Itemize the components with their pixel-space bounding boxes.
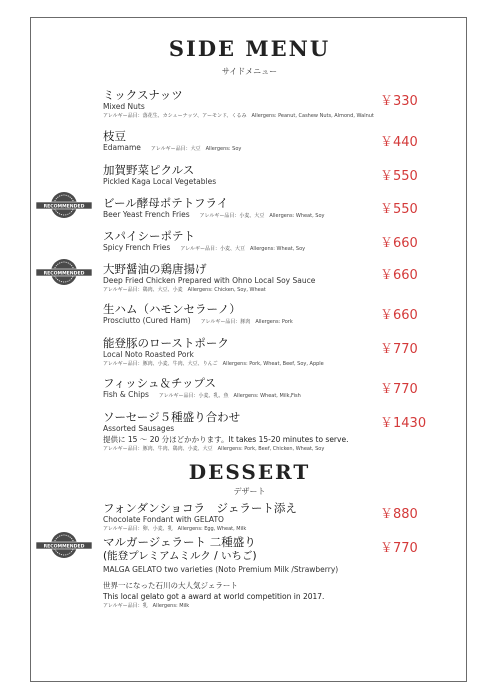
item-name-jp: 枝豆 bbox=[103, 129, 126, 143]
item-name-jp: フィッシュ＆チップス bbox=[103, 376, 217, 390]
item-name-jp: 能登豚のローストポーク bbox=[103, 336, 229, 350]
menu-item-fondant-chocolat bbox=[103, 501, 383, 533]
item-allergens: アレルギー品目：落花生、カシューナッツ、アーモンド、くるみ Allergens: Peanut, Cashew Nuts, Almond, Walnut bbox=[103, 113, 374, 119]
badge-label: RECOMMENDED bbox=[43, 271, 85, 277]
item-name-jp: 生ハム（ハモンセラーノ） bbox=[103, 302, 241, 316]
item-allergens: アレルギー品目：豚肉、小麦、牛肉、大豆、りんご Allergens: Pork, Wheat, Beef, Soy, Apple bbox=[103, 361, 324, 367]
item-name-jp: 大野醤油の鶏唐揚げ bbox=[103, 262, 207, 276]
item-name-jp: フォンダンショコラ ジェラート添え bbox=[103, 501, 297, 515]
item-allergens: アレルギー品目：小麦、大豆 Allergens: Wheat, Soy bbox=[199, 213, 325, 219]
item-price: ￥660 bbox=[380, 236, 418, 251]
item-price: ￥330 bbox=[380, 94, 418, 109]
item-name-en: Spicy French Fries bbox=[103, 243, 171, 252]
menu-item-sausages bbox=[103, 410, 383, 453]
item-price: ￥770 bbox=[380, 382, 418, 397]
item-allergens: アレルギー品目：豚肉、牛肉、鶏肉、小麦、大豆 Allergens: Pork, Beef, Chicken, Wheat, Soy bbox=[103, 446, 325, 452]
item-price: ￥880 bbox=[380, 507, 418, 522]
item-name-en: MALGA GELATO two varieties (Noto Premium Milk /Strawberry) bbox=[103, 565, 339, 574]
item-price: ￥770 bbox=[380, 541, 418, 556]
item-allergens: アレルギー品目：乳 Allergens: Milk bbox=[103, 603, 190, 609]
menu-item-spicy-fries bbox=[103, 229, 383, 254]
menu-item-edamame bbox=[103, 129, 383, 154]
badge-label: RECOMMENDED bbox=[43, 544, 85, 550]
item-name-en: Fish & Chips bbox=[103, 390, 149, 399]
item-allergens: アレルギー品目：小麦、乳、魚 Allergens: Wheat, Milk,Fish bbox=[158, 393, 301, 399]
item-name-jp: スパイシーポテト bbox=[103, 229, 195, 243]
item-allergens: アレルギー品目：小麦、大豆 Allergens: Wheat, Soy bbox=[180, 246, 306, 252]
side-menu-title: SIDE MENU bbox=[168, 36, 331, 61]
dessert-subtitle: デザート bbox=[233, 487, 266, 496]
item-name-jp: ミックスナッツ bbox=[103, 88, 183, 102]
side-menu-subtitle: サイドメニュー bbox=[221, 67, 278, 76]
item-allergens: アレルギー品目：卵、小麦、乳 Allergens: Egg, Wheat, Milk bbox=[103, 526, 247, 532]
item-name-en: Local Noto Roasted Pork bbox=[103, 350, 194, 359]
item-note-jp: 世界一になった石川の大人気ジェラート bbox=[103, 581, 238, 590]
item-name-jp: ビール酵母ポテトフライ bbox=[103, 196, 229, 210]
item-price: ￥770 bbox=[380, 342, 418, 357]
item-name-en: Edamame bbox=[103, 143, 141, 152]
menu-item-prosciutto bbox=[103, 302, 383, 327]
item-name-jp: ソーセージ５種盛り合わせ bbox=[103, 410, 241, 424]
item-price: ￥660 bbox=[380, 308, 418, 323]
item-name-en: Assorted Sausages bbox=[103, 424, 175, 433]
item-allergens: アレルギー品目：鶏肉、大豆、小麦 Allergens: Chicken, Soy, Wheat bbox=[103, 287, 266, 293]
menu-item-fish-chips bbox=[103, 376, 383, 401]
item-name-en: Deep Fried Chicken Prepared with Ohno Local Soy Sauce bbox=[103, 276, 316, 285]
item-price: ￥1430 bbox=[380, 416, 427, 431]
menu-item-roast-pork bbox=[103, 336, 383, 368]
recommended-badge bbox=[35, 191, 93, 219]
menu-item-karaage bbox=[103, 262, 383, 294]
dessert-title: DESSERT bbox=[188, 460, 311, 484]
item-name-en: Beer Yeast French Fries bbox=[103, 210, 190, 219]
item-name-jp: 加賀野菜ピクルス bbox=[103, 163, 195, 177]
menu-item-mixed-nuts bbox=[103, 88, 383, 120]
item-price: ￥550 bbox=[380, 169, 418, 184]
item-name-jp-flavors: (能登プレミアムミルク / いちご) bbox=[103, 550, 257, 562]
recommended-badge bbox=[35, 258, 93, 286]
item-name-en: Prosciutto (Cured Ham) bbox=[103, 316, 191, 325]
menu-item-malga-gelato bbox=[103, 535, 383, 610]
item-name-en: Chocolate Fondant with GELATO bbox=[103, 515, 224, 524]
item-price: ￥440 bbox=[380, 135, 418, 150]
recommended-badge bbox=[35, 531, 93, 559]
item-allergens: アレルギー品目：豚肉 Allergens: Pork bbox=[200, 319, 293, 325]
item-price: ￥550 bbox=[380, 202, 418, 217]
item-name-en: Mixed Nuts bbox=[103, 102, 145, 111]
item-price: ￥660 bbox=[380, 268, 418, 283]
badge-label: RECOMMENDED bbox=[43, 204, 85, 210]
menu-item-beer-yeast-fries bbox=[103, 196, 383, 221]
item-serving-note: 提供に 15 ～ 20 分ほどかかります。It takes 15-20 minutes to serve. bbox=[103, 435, 349, 444]
item-name-jp: マルガージェラート 二種盛り bbox=[103, 535, 256, 549]
item-allergens: アレルギー品目：大豆 Allergens: Soy bbox=[150, 146, 242, 152]
menu-item-pickles bbox=[103, 163, 383, 187]
item-name-en: Pickled Kaga Local Vegetables bbox=[103, 177, 217, 186]
item-note-en: This local gelato got a award at world competition in 2017. bbox=[103, 592, 325, 601]
